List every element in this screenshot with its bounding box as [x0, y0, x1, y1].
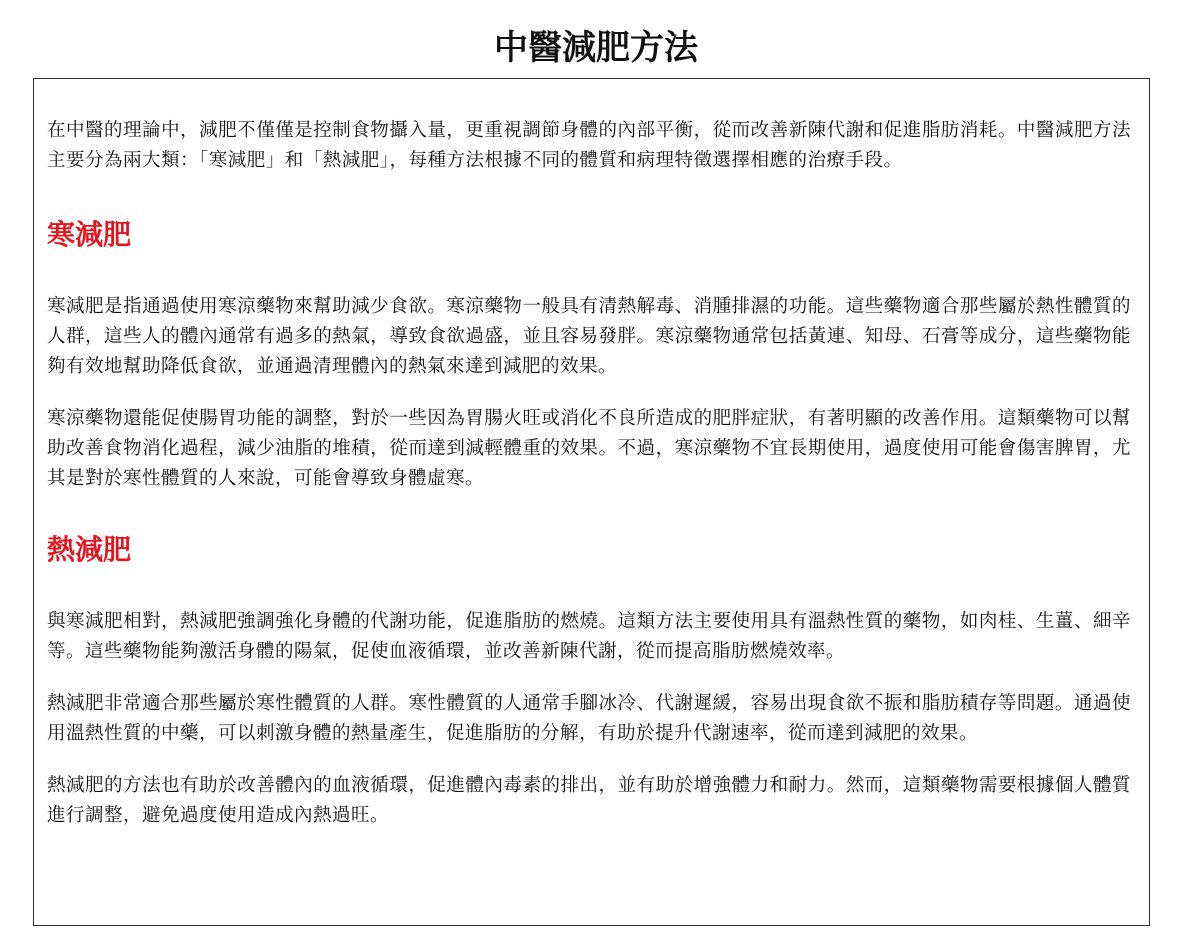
section-heading-cold: 寒減肥 — [47, 218, 132, 251]
hot-paragraph-3: 熱減肥的方法也有助於改善體內的血液循環，促進體內毒素的排出，並有助於增強體力和耐力。然而，這類藥物需要根據個人體質進行調整，避免過度使用造成內熱過旺。 — [47, 775, 1131, 826]
hot-paragraph-1: 與寒減肥相對，熱減肥強調強化身體的代謝功能，促進脂肪的燃燒。這類方法主要使用具有溫熱性質的藥物，如肉桂、生薑、細辛等。這些藥物能夠激活身體的陽氣，促使血液循環，並改善新陳代謝，從而提高脂肪燃燒效率。 — [47, 611, 1131, 662]
article-content-box — [33, 78, 1150, 926]
hot-paragraph-2: 熱減肥非常適合那些屬於寒性體質的人群。寒性體質的人通常手腳冰冷、代謝遲緩，容易出現食欲不振和脂肪積存等問題。通過使用溫熱性質的中藥，可以刺激身體的熱量產生，促進脂肪的分解，有助於提升代謝速率，從而達到減肥的效果。 — [47, 693, 1131, 744]
cold-paragraph-1: 寒減肥是指通過使用寒涼藥物來幫助減少食欲。寒涼藥物一般具有清熱解毒、消腫排濕的功能。這些藥物適合那些屬於熱性體質的人群，這些人的體內通常有過多的熱氣，導致食欲過盛，並且容易發胖。寒涼藥物通常包括黃連、知母、石膏等成分，這些藥物能夠有效地幫助降低食欲，並通過清理體內的熱氣來達到減肥的效果。 — [47, 296, 1131, 377]
page-title: 中醫減肥方法 — [494, 28, 698, 68]
cold-paragraph-2: 寒涼藥物還能促使腸胃功能的調整，對於一些因為胃腸火旺或消化不良所造成的肥胖症狀，有著明顯的改善作用。這類藥物可以幫助改善食物消化過程，減少油脂的堆積，從而達到減輕體重的效果。不過，寒涼藥物不宜長期使用，過度使用可能會傷害脾胃，尤其是對於寒性體質的人來說，可能會導致身體虛寒。 — [47, 408, 1131, 489]
intro-paragraph: 在中醫的理論中，減肥不僅僅是控制食物攝入量，更重視調節身體的內部平衡，從而改善新陳代謝和促進脂肪消耗。中醫減肥方法主要分為兩大類：「寒減肥」和「熱減肥」，每種方法根據不同的體質和病理特徵選擇相應的治療手段。 — [47, 120, 1131, 171]
section-heading-hot: 熱減肥 — [47, 533, 132, 566]
